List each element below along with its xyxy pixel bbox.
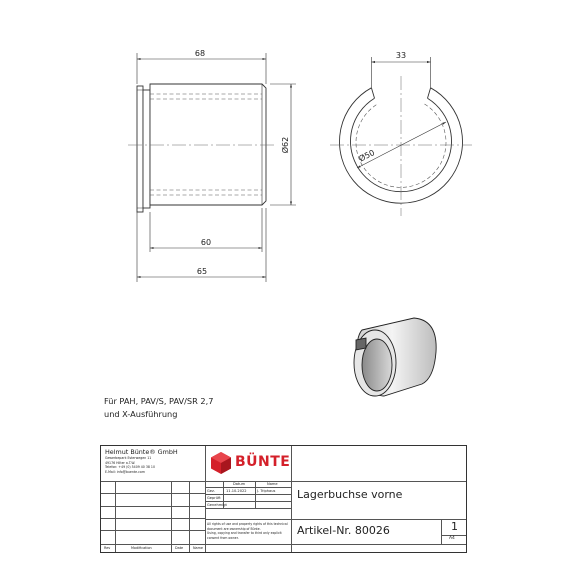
application-note-line1: Für PAH, PAV/S, PAV/SR 2,7 <box>104 396 214 406</box>
brand-wordmark: BÜNTE <box>235 454 291 470</box>
dim-d62: Ø62 <box>281 136 290 154</box>
drawing-title: Lagerbuchse vorne <box>297 488 403 501</box>
approved-label: Genehmigt <box>207 503 227 507</box>
paper-format: A4 <box>449 536 455 541</box>
name-col-header: Name <box>193 546 204 550</box>
rights-line4: consent from owner. <box>207 535 239 540</box>
dim-68: 68 <box>194 49 206 58</box>
drawn-name: J. Triphaus <box>257 489 276 493</box>
article-number: Artikel-Nr. 80026 <box>297 524 390 537</box>
rights-line3: Using, copying and transfer to third only explicit <box>207 531 282 535</box>
checked-label: Geprüft <box>207 496 221 500</box>
date-header: Datum <box>233 482 246 486</box>
dim-65: 65 <box>196 267 208 276</box>
front-view <box>330 76 472 216</box>
rev-col-header: Rev <box>104 546 111 550</box>
company-address-3: Telefon: +49 (0) 5409 40 38 10 <box>105 465 155 469</box>
rights-line1: All rights of use and property rights of this technical <box>207 522 288 526</box>
name-header: Name <box>267 482 278 486</box>
dim-33: 33 <box>395 51 407 60</box>
company-address-1: Gewerbepark Esterwegen 11 <box>105 456 152 460</box>
drawn-date: 11.10.2022 <box>226 489 247 493</box>
title-block <box>100 445 467 553</box>
drawn-label: Gez. <box>207 489 216 493</box>
date-col-header: Date <box>175 546 184 550</box>
isometric-view <box>354 318 436 396</box>
sheet-number: 1 <box>451 520 458 533</box>
application-note-line2: und X-Ausführung <box>104 409 178 419</box>
company-name: Helmut Bünte® GmbH <box>105 448 178 456</box>
rights-line2: document are ownership of Bünte. <box>207 526 261 531</box>
bunte-logo-icon <box>209 451 233 475</box>
dim-60: 60 <box>200 238 212 247</box>
company-address-4: E-Mail: info@buente.com <box>105 469 145 474</box>
side-view <box>128 84 276 212</box>
modification-col-header: Modification <box>131 546 152 550</box>
company-address-2: 49176 Hilter a.T.W. <box>105 460 136 465</box>
dim-d50: Ø50 <box>357 148 377 164</box>
